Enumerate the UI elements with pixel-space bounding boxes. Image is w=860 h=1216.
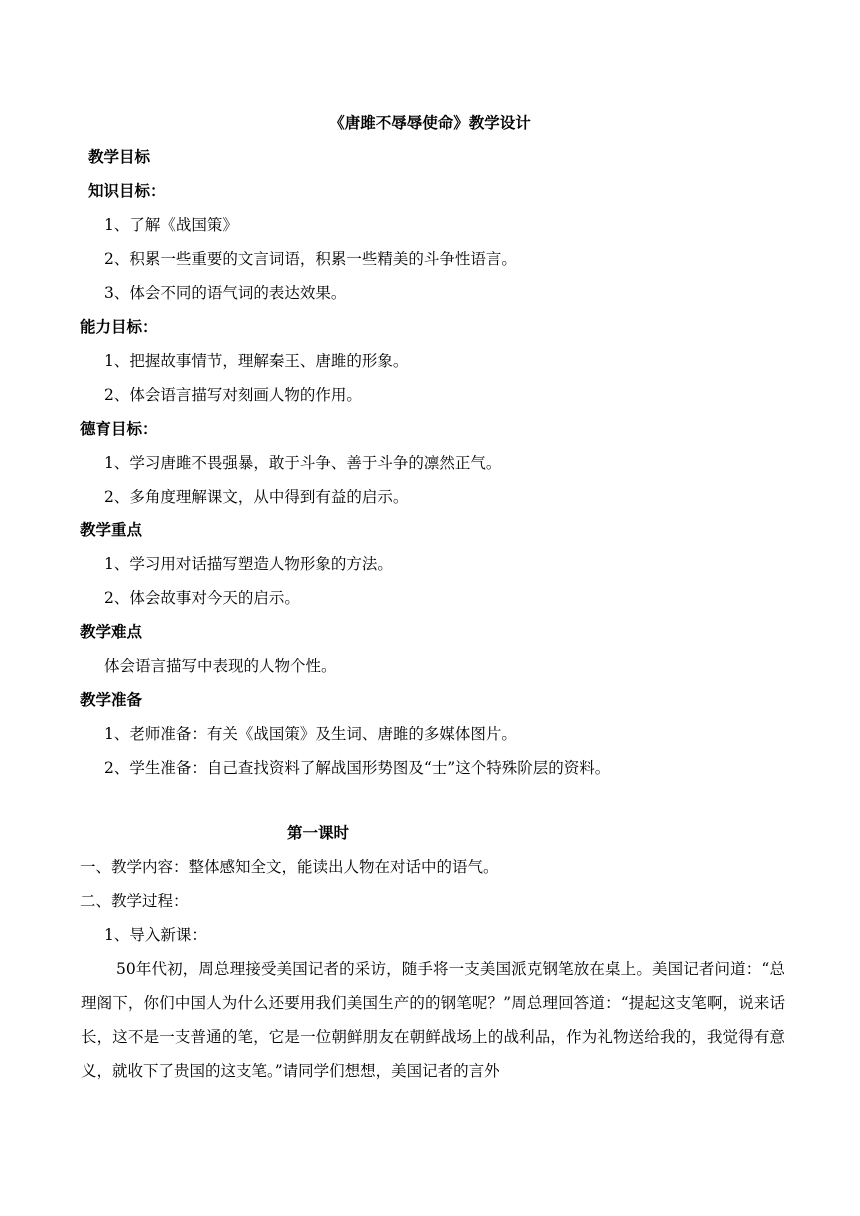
intro-step: 1、导入新课：: [104, 926, 207, 944]
moral-item: 1、学习唐雎不畏强暴，敢于斗争、善于斗争的凛然正气。: [104, 454, 502, 472]
document-title: 《唐雎不辱辱使命》教学设计: [329, 114, 531, 132]
knowledge-item: 3、体会不同的语气词的表达效果。: [104, 284, 347, 302]
lesson-process: 二、教学过程：: [80, 892, 189, 910]
knowledge-item: 2、积累一些重要的文言词语，积累一些精美的斗争性语言。: [104, 250, 517, 268]
story-paragraph: 50年代初，周总理接受美国记者的采访，随手将一支美国派克钢笔放在桌上。美国记者问道：“总理阁下，你们中国人为什么还要用我们美国生产的的钢笔呢？”周总理回答道：“提起这支笔啊，说来话长，这不是一支普通的笔，它是一位朝鲜朋友在朝鲜战场上的战利品，作为礼物送给我的，我觉得有意义，就收下了贵国的这支笔。”请同学们想想，美国记者的言外: [81, 960, 785, 1080]
key-point-item: 1、学习用对话描写塑造人物形象的方法。: [104, 555, 393, 573]
heading-preparation: 教学准备: [80, 691, 143, 709]
heading-teaching-goals: 教学目标: [88, 148, 151, 166]
heading-key-points: 教学重点: [80, 521, 143, 539]
preparation-item: 1、老师准备：有关《战国策》及生词、唐雎的多媒体图片。: [104, 725, 517, 743]
key-point-item: 2、体会故事对今天的启示。: [104, 589, 300, 607]
lesson-title: 第一课时: [287, 824, 350, 842]
heading-moral-goals: 德育目标：: [80, 420, 158, 438]
ability-item: 2、体会语言描写对刻画人物的作用。: [104, 386, 362, 404]
moral-item: 2、多角度理解课文，从中得到有益的启示。: [104, 488, 409, 506]
preparation-item: 2、学生准备：自己查找资料了解战国形势图及“士”这个特殊阶层的资料。: [104, 759, 611, 777]
ability-item: 1、把握故事情节，理解秦王、唐雎的形象。: [104, 352, 409, 370]
knowledge-item: 1、了解《战国策》: [104, 216, 238, 234]
heading-difficult-points: 教学难点: [80, 623, 143, 641]
difficult-point-text: 体会语言描写中表现的人物个性。: [104, 657, 337, 675]
heading-ability-goals: 能力目标：: [80, 318, 158, 336]
lesson-content: 一、教学内容：整体感知全文，能读出人物在对话中的语气。: [80, 858, 499, 876]
heading-knowledge-goals: 知识目标：: [88, 182, 166, 200]
